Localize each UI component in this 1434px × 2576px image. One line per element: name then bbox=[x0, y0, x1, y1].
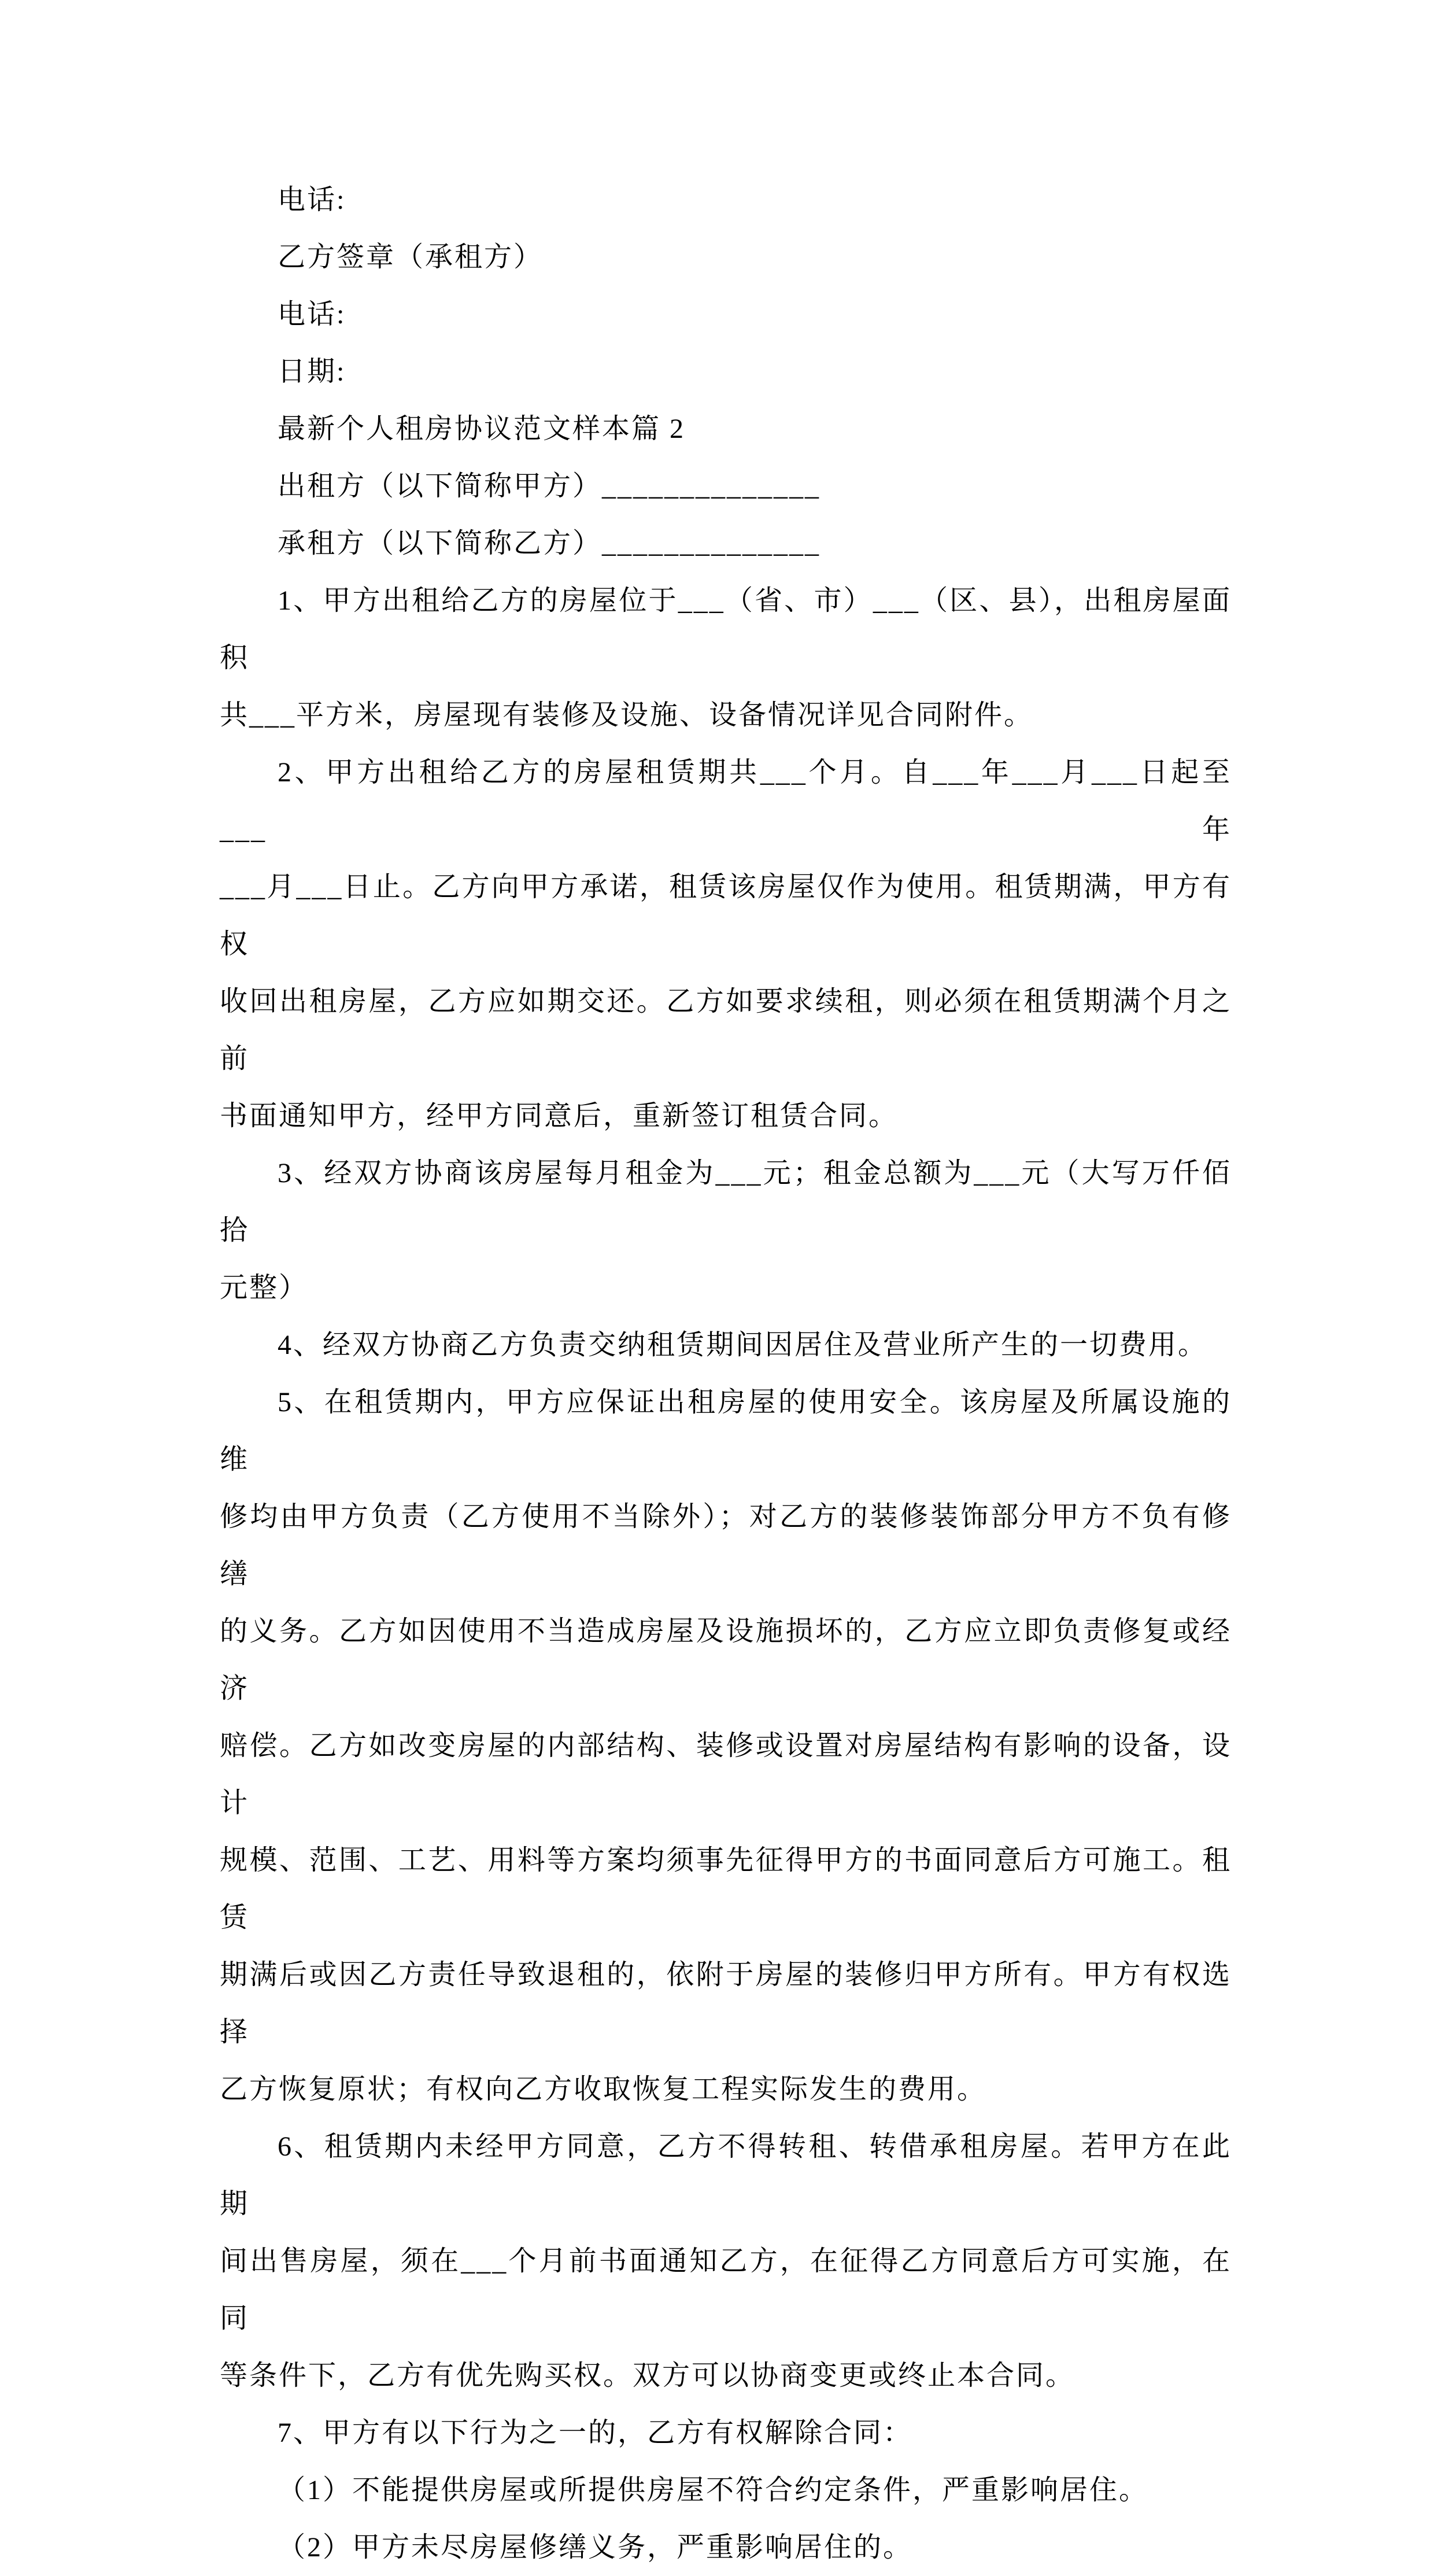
clause-6-line: 间出售房屋，须在___个月前书面通知乙方，在征得乙方同意后方可实施，在同 bbox=[220, 2246, 1232, 2334]
clause-2-line: 2、甲方出租给乙方的房屋租赁期共___个月。自___年___月___日起至___年 bbox=[220, 757, 1232, 845]
clause-5-line: 修均由甲方负责（乙方使用不当除外）；对乙方的装修装饰部分甲方不负有修缮 bbox=[220, 1501, 1232, 1589]
clause-3-line: 元整） bbox=[220, 1272, 309, 1303]
phone-label-line: 电话: bbox=[278, 299, 346, 330]
party-b-signature-line: 乙方签章（承租方） bbox=[278, 242, 544, 272]
clause-3-line: 3、经双方协商该房屋每月租金为___元；租金总额为___元（大写万仟佰拾 bbox=[220, 1158, 1232, 1246]
clause-5-line: 的义务。乙方如因使用不当造成房屋及设施损坏的，乙方应立即负责修复或经济 bbox=[220, 1616, 1232, 1704]
clause-5-line: 规模、范围、工艺、用料等方案均须事先征得甲方的书面同意后方可施工。租赁 bbox=[220, 1845, 1232, 1933]
clause-2-line: 书面通知甲方，经甲方同意后，重新签订租赁合同。 bbox=[220, 1101, 899, 1131]
clause-6-line: 6、租赁期内未经甲方同意，乙方不得转租、转借承租房屋。若甲方在此期 bbox=[220, 2131, 1232, 2219]
clause-2-line: 收回出租房屋，乙方应如期交还。乙方如要求续租，则必须在租赁期满个月之前 bbox=[220, 986, 1232, 1074]
clause-6-line: 等条件下，乙方有优先购买权。双方可以协商变更或终止本合同。 bbox=[220, 2360, 1076, 2391]
phone-label-line: 电话: bbox=[278, 184, 346, 215]
date-label-line: 日期: bbox=[278, 356, 346, 387]
clause-7-item-1-line: （1）不能提供房屋或所提供房屋不符合约定条件，严重影响居住。 bbox=[278, 2475, 1149, 2505]
document-page bbox=[220, 171, 1232, 2576]
clause-4-line: 4、经双方协商乙方负责交纳租赁期间因居住及营业所产生的一切费用。 bbox=[278, 1330, 1208, 1360]
document-title: 最新个人租房协议范文样本篇 2 bbox=[278, 414, 686, 444]
clause-5-line: 5、在租赁期内，甲方应保证出租房屋的使用安全。该房屋及所属设施的维 bbox=[220, 1387, 1232, 1475]
clause-5-line: 赔偿。乙方如改变房屋的内部结构、装修或设置对房屋结构有影响的设备，设计 bbox=[220, 1730, 1232, 1818]
lessor-blank-line: 出租方（以下简称甲方）______________ bbox=[278, 471, 821, 501]
clause-5-line: 乙方恢复原状；有权向乙方收取恢复工程实际发生的费用。 bbox=[220, 2074, 987, 2105]
clause-1-line: 共___平方米，房屋现有装修及设施、设备情况详见合同附件。 bbox=[220, 700, 1034, 730]
lessee-blank-line: 承租方（以下简称乙方）______________ bbox=[278, 528, 821, 559]
clause-5-line: 期满后或因乙方责任导致退租的，依附于房屋的装修归甲方所有。甲方有权选择 bbox=[220, 1959, 1232, 2047]
clause-7-item-2-line: （2）甲方未尽房屋修缮义务，严重影响居住的。 bbox=[278, 2532, 913, 2563]
clause-7-line: 7、甲方有以下行为之一的，乙方有权解除合同： bbox=[278, 2418, 913, 2448]
clause-2-line: ___月___日止。乙方向甲方承诺，租赁该房屋仅作为使用。租赁期满，甲方有权 bbox=[220, 872, 1232, 959]
clause-1-line: 1、甲方出租给乙方的房屋位于___（省、市）___（区、县），出租房屋面积 bbox=[220, 585, 1232, 673]
